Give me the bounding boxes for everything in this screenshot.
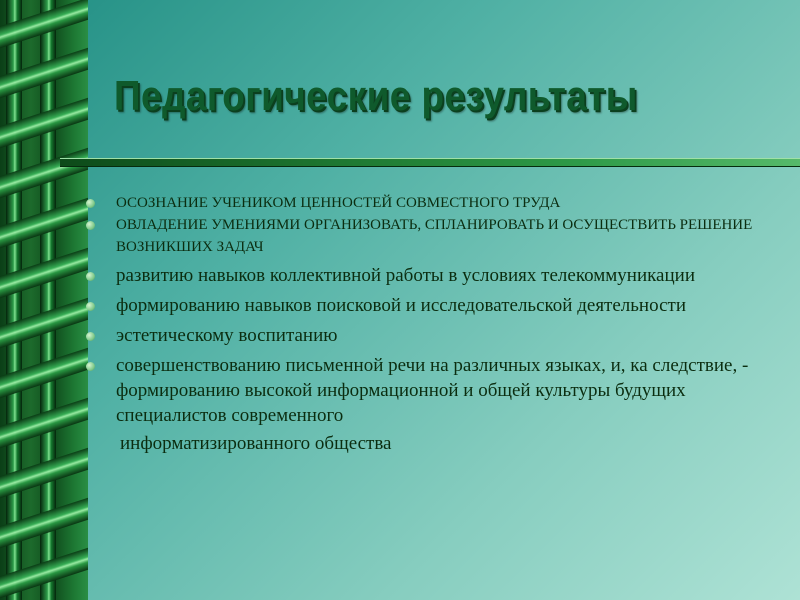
list-item-text: ОСОЗНАНИЕ УЧЕНИКОМ ЦЕННОСТЕЙ СОВМЕСТНОГО ТРУДА bbox=[116, 195, 561, 211]
list-item-continuation bbox=[86, 431, 800, 456]
list-item bbox=[86, 263, 800, 288]
bullet-icon bbox=[86, 199, 95, 208]
title-divider bbox=[60, 158, 800, 167]
list-item-text: развитию навыков коллективной работы в условиях телекоммуникации bbox=[116, 265, 695, 286]
list-item bbox=[86, 323, 800, 348]
bullet-list bbox=[86, 192, 800, 456]
list-item bbox=[86, 353, 800, 428]
list-item-text: совершенствованию письменной речи на различных языках, и, ка следствие, - формированию высокой информационной и общей культуры будущих специалистов современного bbox=[116, 355, 749, 426]
bullet-icon bbox=[86, 332, 95, 341]
list-item-text: формированию навыков поисковой и исследовательской деятельности bbox=[116, 295, 686, 316]
list-item-text: ОВЛАДЕНИЕ УМЕНИЯМИ ОРГАНИЗОВАТЬ, СПЛАНИРОВАТЬ И ОСУЩЕСТВИТЬ РЕШЕНИЕ ВОЗНИКШИХ ЗАДАЧ bbox=[116, 217, 753, 255]
bullet-icon bbox=[86, 272, 95, 281]
list-item bbox=[86, 293, 800, 318]
bullet-icon bbox=[86, 362, 95, 371]
list-item-text: эстетическому воспитанию bbox=[116, 325, 338, 346]
list-item bbox=[86, 192, 800, 214]
slide-title: Педагогические результаты bbox=[114, 72, 638, 119]
decorative-ribbon bbox=[0, 0, 88, 600]
list-item bbox=[86, 214, 800, 258]
bullet-icon bbox=[86, 221, 95, 230]
bullet-icon bbox=[86, 302, 95, 311]
list-item-text: информатизированного общества bbox=[120, 433, 392, 454]
